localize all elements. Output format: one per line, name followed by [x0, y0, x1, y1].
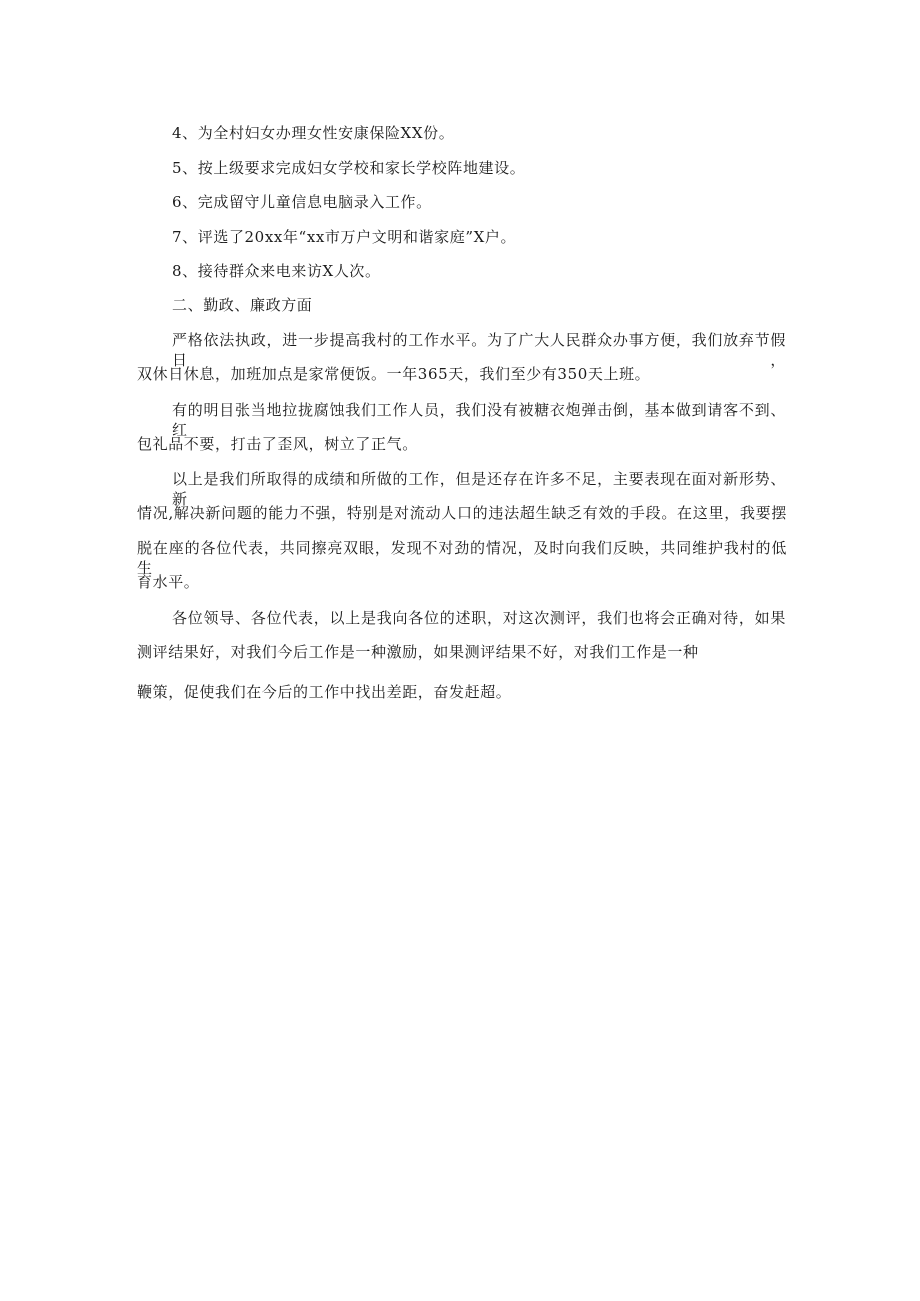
list-item-7: 7、评选了20xx年“xx市万户文明和谐家庭”X户。	[172, 228, 517, 246]
paragraph-line: 测评结果好，对我们今后工作是一种激励，如果测评结果不好，对我们工作是一种	[137, 643, 699, 661]
paragraph-line: 脱在座的各位代表，共同擦亮双眼，发现不对劲的情况，及时向我们反映，共同维护我村的低生	[137, 539, 787, 577]
list-item-4: 4、为全村妇女办理女性安康保险XX份。	[172, 124, 455, 142]
list-item-5: 5、按上级要求完成妇女学校和家长学校阵地建设。	[172, 159, 526, 177]
paragraph-line: 情况,解决新问题的能力不强，特别是对流动人口的违法超生缺乏有效的手段。在这里，我要摆	[137, 504, 787, 522]
paragraph-line: 以上是我们所取得的成绩和所做的工作，但是还存在许多不足，主要表现在面对新形势、新	[172, 470, 786, 508]
paragraph-line: 育水平。	[137, 573, 200, 591]
paragraph-line: 双休日休息，加班加点是家常便饭。一年365天，我们至少有350天上班。	[137, 365, 651, 383]
list-item-8: 8、接待群众来电来访X人次。	[172, 262, 381, 280]
paragraph-line: 有的明目张当地拉拢腐蚀我们工作人员，我们没有被糖衣炮弹击倒，基本做到请客不到、红	[172, 401, 786, 439]
paragraph-line: 各位领导、各位代表，以上是我向各位的述职，对这次测评，我们也将会正确对待，如果	[172, 609, 786, 627]
list-item-6: 6、完成留守儿童信息电脑录入工作。	[172, 193, 432, 211]
paragraph-line: 包礼品不要，打击了歪风，树立了正气。	[137, 435, 418, 453]
section-heading: 二、勤政、廉政方面	[172, 296, 313, 314]
paragraph-line: 鞭策，促使我们在今后的工作中找出差距，奋发赶超。	[137, 683, 512, 701]
paragraph-line: 严格依法执政，进一步提高我村的工作水平。为了广大人民群众办事方便，我们放弃节假日，	[172, 331, 786, 369]
